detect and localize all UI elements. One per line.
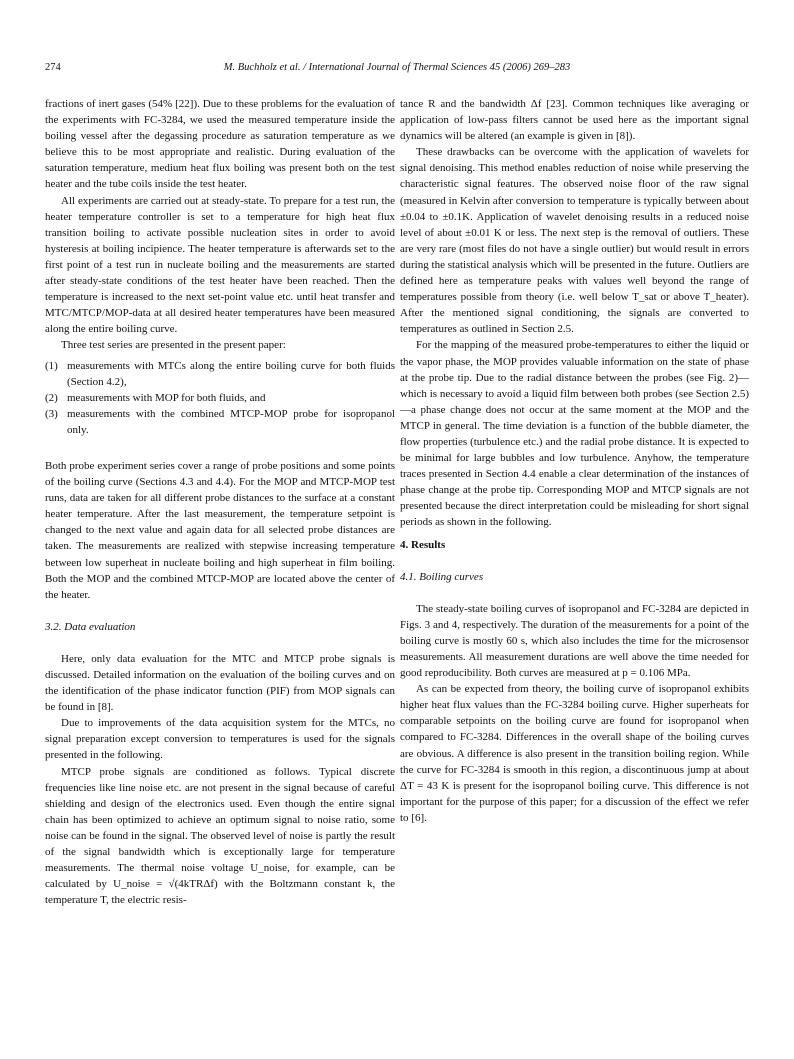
paragraph: These drawbacks can be overcome with the application of wavelets for signal denoising. This method enables reduction of noise while preserving the characteristic signal features. The observed noise floor of the raw signal (measured in Kelvin after conversion to temperature is typically between about ±0.04 to ±0.1K. Application of wavelet denoising results in a reduced noise level of about ±0.01 K or less. The next step is the removal of outliers. These are very rare (most files do not have a single outlier) but would result in errors during the statistical analysis which will be presented in the future. Outliers are defined here as temperature peaks with values well beyond the range of temperatures possible from theory (i.e. well below T_sat or above T_heater). After the mentioned signal conditioning, the signals are converted to temperatures as outlined in Section 2.5. [400, 146, 749, 336]
paragraph: MTCP probe signals are conditioned as follows. Typical discrete frequencies like line noise etc. are not present in the signal because of careful shielding and design of the electronics used. Even though the entire signal chain has been optimized to achieve an optimum signal to noise ratio, some noise can be found in the signal. The observed level of noise is partly the result of the signal bandwidth which is exceptionally large for temperature measurements. The thermal noise voltage U_noise, for example, can be calculated by U_noise = √(4kTRΔf) with the Boltzmann constant k, the temperature T, the electric resis- [45, 765, 395, 907]
list-item [45, 390, 395, 406]
paragraph: Both probe experiment series cover a range of probe positions and some points of the boiling curve (Sections 4.3 and 4.4). For the MOP and MTCP-MOP test runs, data are taken for all different probe distances to the surface at a constant heater temperature. After the last measurement, the temperature setpoint is changed to the next value and again data for all selected probe distances are taken. The measurements are realized with stepwise increasing temperature between low superheat in nucleate boiling and high superheat in film boiling. Both the MOP and the combined MTCP-MOP are located above the center of the heater. [45, 459, 395, 601]
running-header: M. Buchholz et al. / International Journal of Thermal Sciences 45 (2006) 269–283 [223, 62, 571, 73]
list-text: measurements with MOP for both fluids, and [67, 391, 266, 404]
paragraph: fractions of inert gases (54% [22]). Due to these problems for the evaluation of the experiments with FC-3284, we used the measured temperature inside the boiling vessel after the degassing procedure as saturation temperature as we believe this to be most appropriate and realistic. During evaluation of the saturation temperature, medium heat flux boiling was present both on the test heater and the tube coils inside the test heater. [45, 98, 395, 191]
paragraph: Three test series are presented in the present paper: [61, 339, 286, 352]
paragraph: The steady-state boiling curves of isopropanol and FC-3284 are depicted in Figs. 3 and 4, respectively. The duration of the measurements for a point of the boiling curve is mostly 60 s, which also includes the time for the microsensor measurements. All measurement durations are well above the time needed for good reproducibility. Both curves are measured at p = 0.106 MPa. [400, 602, 749, 680]
list-number: (3) [45, 407, 58, 420]
paragraph: Due to improvements of the data acquisition system for the MTCs, no signal preparation except conversion to temperatures is used for the signals presented in the following. [45, 717, 395, 762]
paragraph: As can be expected from theory, the boiling curve of isopropanol exhibits higher heat flux values than the FC-3284 boiling curve. Higher superheats for comparable setpoints on the boiling curve are found for isopropanol when compared to FC-3284. Differences in the overall shape of the boiling curves are obvious. A difference is also present in the transition boiling region. While the curve for FC-3284 is smooth in this region, a discontinuous jump at about ΔT = 43 K is present for the isopropanol boiling curve. This difference is not important for the purpose of this paper; for a discussion of the effect we refer to [6]. [400, 683, 749, 824]
list-item [45, 358, 395, 390]
right-column [400, 96, 749, 826]
paragraph: Here, only data evaluation for the MTC and MTCP probe signals is discussed. Detailed information on the evaluation of the boiling curves and on the identification of the phase indicator function (PIF) from MOP signals can be found in [8]. [45, 652, 395, 714]
list-text: measurements with MTCs along the entire boiling curve for both fluids (Section 4.2), [67, 359, 395, 388]
paragraph: tance R and the bandwidth Δf [23]. Common techniques like averaging or application of low-pass filters cannot be used here as the important signal dynamics will be altered (an example is given in [8]). [400, 98, 749, 143]
test-series-list [45, 358, 395, 438]
subsection-heading: 4.1. Boiling curves [400, 570, 484, 583]
paragraph: For the mapping of the measured probe-temperatures to either the liquid or the vapor phase, the MOP provides valuable information on the state of phase at the probe tip. Due to the radial distance between the probes (see Fig. 2)—which is necessary to avoid a liquid film between both probes (see Section 2.5)—a phase change does not occur at the same moment at the MOP and the MTCP in general. The time deviation is a function of the bubble diameter, the flow properties (turbulence etc.) and the radial probe distance. It is expected to be minimal for large bubbles and low turbulence. Anyhow, the temperature traces presented in Section 4.4 enable a clear determination of the instances of phase change at the probe tip. Corresponding MOP and MTCP signals are not presented because the direct interpretation could be misleading for short signal periods as shown in the following. [400, 339, 749, 529]
left-column [45, 96, 395, 908]
list-item [45, 406, 395, 438]
page-number: 274 [45, 62, 61, 73]
subsection-heading: 3.2. Data evaluation [45, 620, 136, 633]
list-text: measurements with the combined MTCP-MOP probe for isopropanol only. [67, 407, 395, 436]
list-number: (2) [45, 391, 58, 404]
page-header [45, 62, 749, 78]
section-heading: 4. Results [400, 538, 446, 551]
list-number: (1) [45, 359, 58, 372]
paragraph: All experiments are carried out at steady-state. To prepare for a test run, the heater temperature controller is set to a temperature for high heat flux transition boiling to activate possible nucleation sites in order to avoid hysteresis at boiling incipience. The heater temperature is afterwards set to the first point of a test run in nucleate boiling and the measurements are started after steady-state conditions of the test heater have been reached. Then the temperature is increased to the next set-point value etc. until heat transfer and MTC/MTCP/MOP-data at all desired heater temperatures have been measured along the entire boiling curve. [45, 194, 395, 336]
